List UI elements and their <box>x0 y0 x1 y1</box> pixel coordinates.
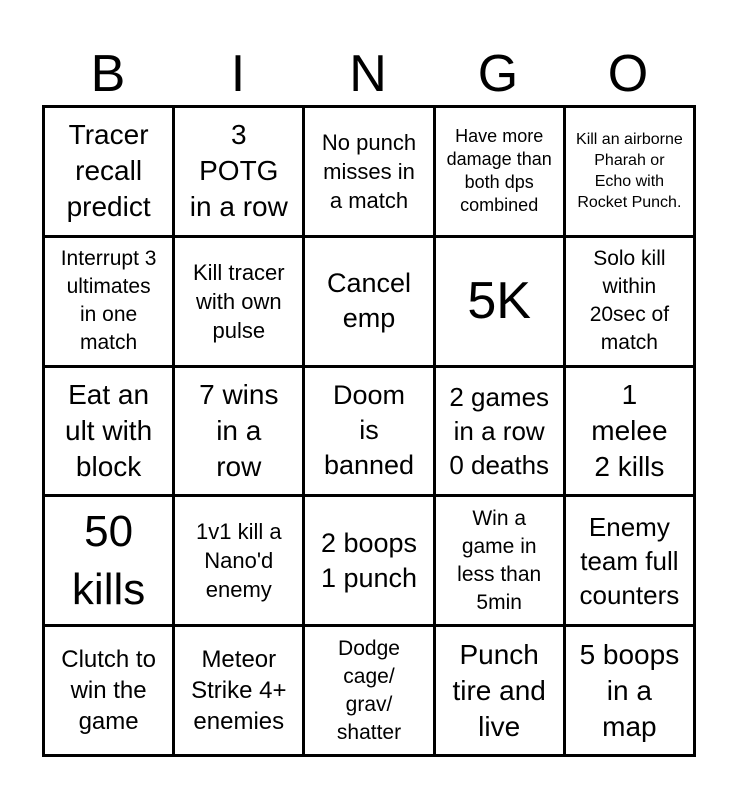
bingo-cell[interactable]: 5 boops in a map <box>566 627 696 757</box>
bingo-cell[interactable]: Solo kill within 20sec of match <box>566 238 696 368</box>
bingo-cell[interactable]: 5K <box>436 238 566 368</box>
header-letter-o: O <box>607 45 649 103</box>
bingo-cell[interactable]: Dodge cage/ grav/ shatter <box>305 627 435 757</box>
bingo-cell[interactable]: Win a game in less than 5min <box>436 497 566 627</box>
bingo-cell[interactable]: Have more damage than both dps combined <box>436 108 566 238</box>
bingo-cell[interactable]: Kill tracer with own pulse <box>175 238 305 368</box>
bingo-cell[interactable]: No punch misses in a match <box>305 108 435 238</box>
bingo-cell[interactable]: Doom is banned <box>305 368 435 498</box>
bingo-cell[interactable]: 2 games in a row 0 deaths <box>436 368 566 498</box>
bingo-cell[interactable]: Kill an airborne Pharah or Echo with Rocket Punch. <box>566 108 696 238</box>
bingo-cell[interactable]: 2 boops 1 punch <box>305 497 435 627</box>
bingo-cell[interactable]: 3 POTG in a row <box>175 108 305 238</box>
header-letter-i: I <box>230 45 246 103</box>
header-letter-g: G <box>477 45 519 103</box>
bingo-cell[interactable]: Tracer recall predict <box>45 108 175 238</box>
header-letter-b: B <box>90 45 126 103</box>
bingo-cell[interactable]: 1v1 kill a Nano'd enemy <box>175 497 305 627</box>
bingo-cell[interactable]: Enemy team full counters <box>566 497 696 627</box>
bingo-cell[interactable]: Cancel emp <box>305 238 435 368</box>
bingo-header <box>0 44 737 104</box>
bingo-cell[interactable]: Clutch to win the game <box>45 627 175 757</box>
bingo-cell[interactable]: Eat an ult with block <box>45 368 175 498</box>
bingo-cell[interactable]: 7 wins in a row <box>175 368 305 498</box>
bingo-cell[interactable]: Interrupt 3 ultimates in one match <box>45 238 175 368</box>
bingo-board <box>42 105 696 757</box>
bingo-cell[interactable]: Punch tire and live <box>436 627 566 757</box>
bingo-cell[interactable]: 1 melee 2 kills <box>566 368 696 498</box>
bingo-cell[interactable]: 50 kills <box>45 497 175 627</box>
header-letter-n: N <box>349 45 387 103</box>
bingo-cell[interactable]: Meteor Strike 4+ enemies <box>175 627 305 757</box>
